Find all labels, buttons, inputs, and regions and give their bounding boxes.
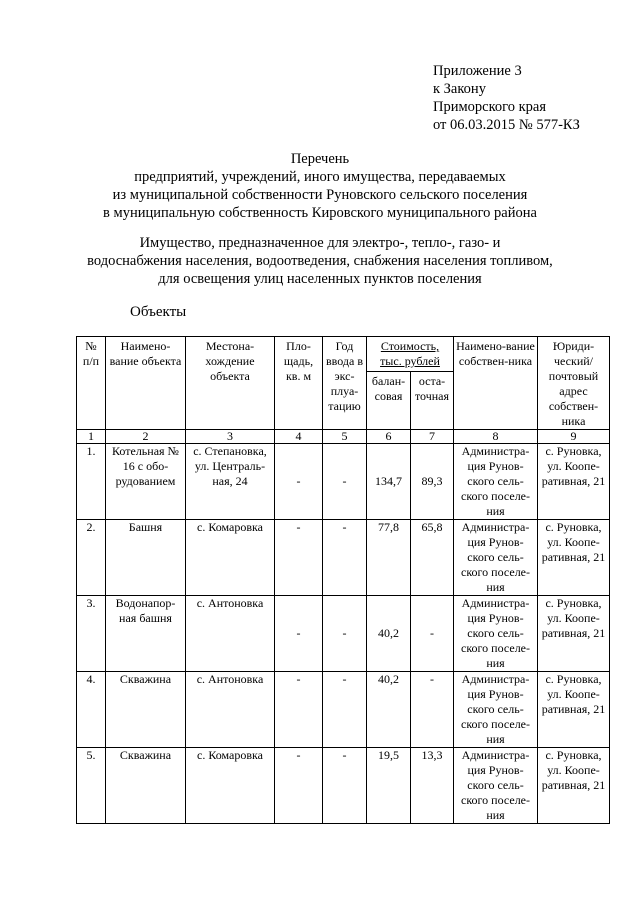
cell-owner: Администра-ция Рунов-ского сель-ского поселе-ния bbox=[454, 444, 538, 520]
subtitle-line: для освещения улиц населенных пунктов поселения bbox=[158, 271, 482, 287]
subtitle-line: водоснабжения населения, водоотведения, снабжения населения топливом, bbox=[87, 253, 553, 269]
column-number: 2 bbox=[106, 430, 186, 444]
cell-year: - bbox=[323, 748, 367, 824]
cell-residual: - bbox=[411, 672, 454, 748]
table-row bbox=[77, 444, 610, 520]
cell-owner: Администра-ция Рунов-ского сель-ского поселе-ния bbox=[454, 672, 538, 748]
title-line: из муниципальной собственности Руновского сельского поселения bbox=[112, 187, 528, 203]
cell-location: с. Антоновка bbox=[186, 596, 275, 672]
header-address: Юриди-ческий/ почтовый адрес собствен-ника bbox=[538, 337, 610, 430]
cell-address: с. Руновка, ул. Коопе-ративная, 21 bbox=[538, 444, 610, 520]
cell-residual: 13,3 bbox=[411, 748, 454, 824]
cell-address: с. Руновка, ул. Коопе-ративная, 21 bbox=[538, 672, 610, 748]
appendix-line: от 06.03.2015 № 577-КЗ bbox=[433, 117, 580, 133]
cell-num: 2. bbox=[77, 520, 106, 596]
cell-num: 4. bbox=[77, 672, 106, 748]
column-number: 1 bbox=[77, 430, 106, 444]
document-subtitle bbox=[0, 234, 640, 288]
cell-year: - bbox=[323, 444, 367, 520]
cell-name: Скважина bbox=[106, 748, 186, 824]
cell-balance: 19,5 bbox=[367, 748, 411, 824]
appendix-line: Приморского края bbox=[433, 99, 547, 115]
document-title bbox=[0, 150, 640, 222]
cell-name: Котельная № 16 с обо-рудованием bbox=[106, 444, 186, 520]
cell-balance: 40,2 bbox=[367, 596, 411, 672]
header-owner: Наимено-вание собствен-ника bbox=[454, 337, 538, 430]
cell-location: с. Степановка, ул. Централь-ная, 24 bbox=[186, 444, 275, 520]
column-number: 3 bbox=[186, 430, 275, 444]
objects-table bbox=[76, 336, 610, 824]
column-number: 4 bbox=[275, 430, 323, 444]
cell-area: - bbox=[275, 748, 323, 824]
column-number-row bbox=[77, 430, 610, 444]
cell-name: Башня bbox=[106, 520, 186, 596]
cell-num: 5. bbox=[77, 748, 106, 824]
cell-owner: Администра-ция Рунов-ского сель-ского поселе-ния bbox=[454, 748, 538, 824]
appendix-note bbox=[433, 62, 580, 134]
table-row bbox=[77, 672, 610, 748]
header-num: № п/п bbox=[77, 337, 106, 430]
cell-location: с. Антоновка bbox=[186, 672, 275, 748]
table-row bbox=[77, 748, 610, 824]
cell-area: - bbox=[275, 672, 323, 748]
table-row bbox=[77, 520, 610, 596]
column-number: 5 bbox=[323, 430, 367, 444]
cell-name: Скважина bbox=[106, 672, 186, 748]
cell-address: с. Руновка, ул. Коопе-ративная, 21 bbox=[538, 748, 610, 824]
column-number: 8 bbox=[454, 430, 538, 444]
section-label: Объекты bbox=[130, 304, 187, 320]
cell-residual: 89,3 bbox=[411, 444, 454, 520]
header-name: Наимено-вание объекта bbox=[106, 337, 186, 430]
cell-name: Водонапор-ная башня bbox=[106, 596, 186, 672]
title-line: Перечень bbox=[290, 151, 350, 167]
header-cost-label: Стоимость, тыс. рублей bbox=[380, 339, 440, 368]
cell-owner: Администра-ция Рунов-ского сель-ского поселе-ния bbox=[454, 520, 538, 596]
subtitle-line: Имущество, предназначенное для электро-, тепло-, газо- и bbox=[139, 235, 501, 251]
cell-address: с. Руновка, ул. Коопе-ративная, 21 bbox=[538, 596, 610, 672]
cell-residual: 65,8 bbox=[411, 520, 454, 596]
cell-location: с. Комаровка bbox=[186, 520, 275, 596]
cell-year: - bbox=[323, 520, 367, 596]
cell-area: - bbox=[275, 596, 323, 672]
appendix-line: к Закону bbox=[433, 81, 486, 97]
cell-residual: - bbox=[411, 596, 454, 672]
cell-num: 1. bbox=[77, 444, 106, 520]
cell-area: - bbox=[275, 520, 323, 596]
header-area: Пло-щадь, кв. м bbox=[275, 337, 323, 430]
title-line: в муниципальную собственность Кировского муниципального района bbox=[103, 205, 537, 221]
header-location: Местона-хождение объекта bbox=[186, 337, 275, 430]
cell-balance: 134,7 bbox=[367, 444, 411, 520]
column-number: 6 bbox=[367, 430, 411, 444]
cell-balance: 40,2 bbox=[367, 672, 411, 748]
cell-balance: 77,8 bbox=[367, 520, 411, 596]
header-cost-residual: оста-точная bbox=[411, 372, 454, 430]
column-number: 9 bbox=[538, 430, 610, 444]
cell-owner: Администра-ция Рунов-ского сель-ского поселе-ния bbox=[454, 596, 538, 672]
cell-year: - bbox=[323, 596, 367, 672]
cell-area: - bbox=[275, 444, 323, 520]
header-year: Год ввода в экс-плуа-тацию bbox=[323, 337, 367, 430]
table-row bbox=[77, 596, 610, 672]
header-cost bbox=[367, 337, 454, 372]
appendix-line: Приложение 3 bbox=[433, 63, 522, 79]
cell-num: 3. bbox=[77, 596, 106, 672]
column-number: 7 bbox=[411, 430, 454, 444]
cell-year: - bbox=[323, 672, 367, 748]
cell-address: с. Руновка, ул. Коопе-ративная, 21 bbox=[538, 520, 610, 596]
cell-location: с. Комаровка bbox=[186, 748, 275, 824]
title-line: предприятий, учреждений, иного имущества, передаваемых bbox=[134, 169, 506, 185]
header-cost-balance: балан-совая bbox=[367, 372, 411, 430]
